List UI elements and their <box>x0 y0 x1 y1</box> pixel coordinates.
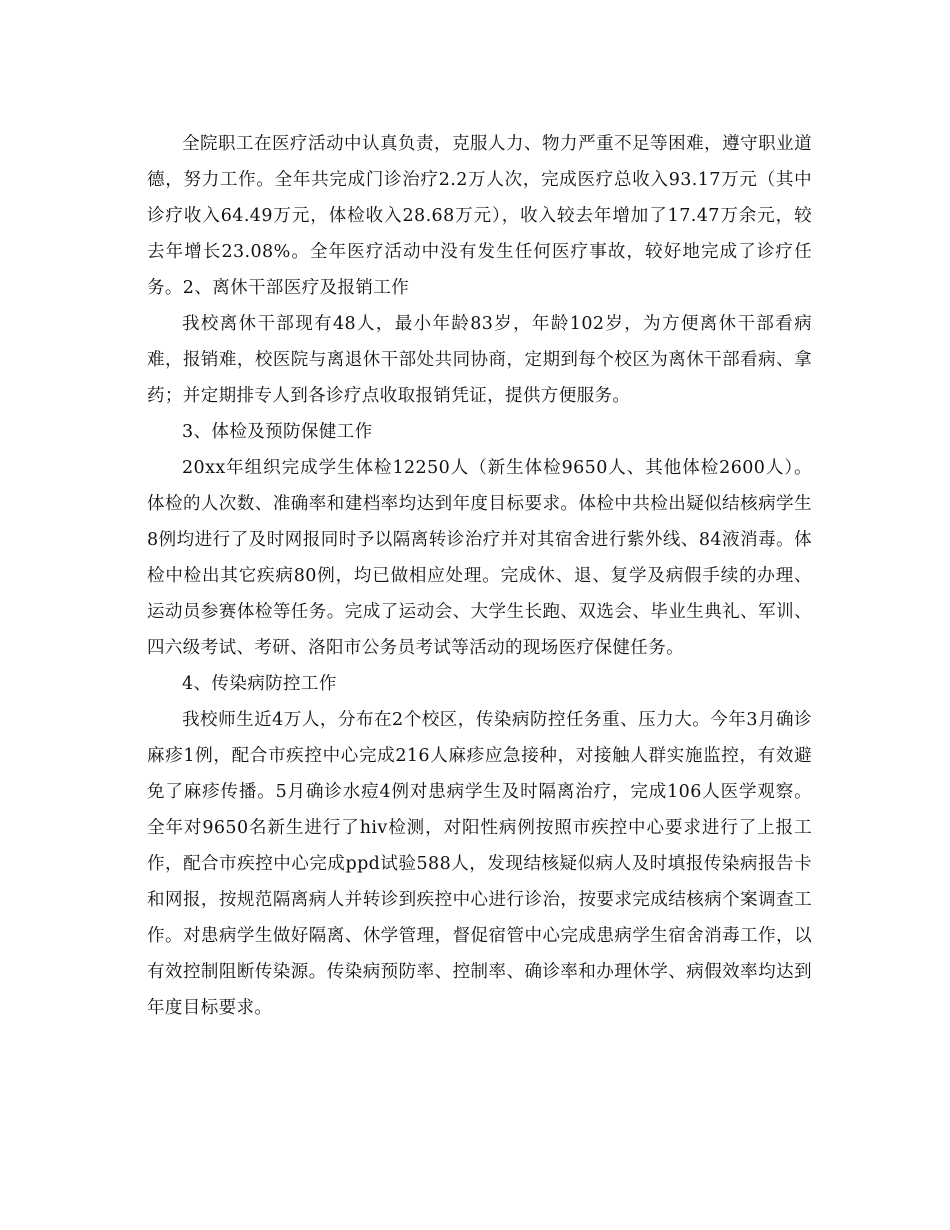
paragraph-physical-exam: 20xx年组织完成学生体检12250人（新生体检9650人、其他体检2600人）。体检的人次数、准确率和建档率均达到年度目标要求。体检中共检出疑似结核病学生8例均进行了及时网报同时予以隔离转诊治疗并对其宿舍进行紫外线、84液消毒。体检中检出其它疾病80例，均已做相应处理。完成休、退、复学及病假手续的办理、运动员参赛体检等任务。完成了运动会、大学生长跑、双选会、毕业生典礼、军训、四六级考试、考研、洛阳市公务员考试等活动的现场医疗保健任务。 <box>147 458 812 658</box>
paragraph-infectious-disease: 我校师生近4万人，分布在2个校区，传染病防控任务重、压力大。今年3月确诊麻疹1例，配合市疾控中心完成216人麻疹应急接种，对接触人群实施监控，有效避免了麻疹传播。5月确诊水痘4例对患病学生及时隔离治疗，完成106人医学观察。全年对9650名新生进行了hiv检测，对阳性病例按照市疾控中心要求进行了上报工作，配合市疾控中心完成ppd试验588人，发现结核疑似病人及时填报传染病报告卡和网报，按规范隔离病人并转诊到疾控中心进行诊治，按要求完成结核病个案调查工作。对患病学生做好隔离、休学管理，督促宿管中心完成患病学生宿舍消毒工作，以有效控制阻断传染源。传染病预防率、控制率、确诊率和办理休学、病假效率均达到年度目标要求。 <box>147 710 812 1018</box>
heading-infectious-disease: 4、传染病防控工作 <box>182 674 337 694</box>
paragraph-medical-work: 全院职工在医疗活动中认真负责，克服人力、物力严重不足等困难，遵守职业道德，努力工作。全年共完成门诊治疗2.2万人次，完成医疗总收入93.17万元（其中诊疗收入64.49万元，体检收入28.68万元），收入较去年增加了17.47万余元，较去年增长23.08%。全年医疗活动中没有发生任何医疗事故，较好地完成了诊疗任务。2、离休干部医疗及报销工作 <box>147 134 812 298</box>
document-body <box>147 126 812 1026</box>
heading-physical-exam: 3、体检及预防保健工作 <box>182 422 373 442</box>
paragraph-retired-cadres: 我校离休干部现有48人，最小年龄83岁，年龄102岁，为方便离休干部看病难，报销难，校医院与离退休干部处共同协商，定期到每个校区为离休干部看病、拿药；并定期排专人到各诊疗点收取报销凭证，提供方便服务。 <box>147 314 812 406</box>
